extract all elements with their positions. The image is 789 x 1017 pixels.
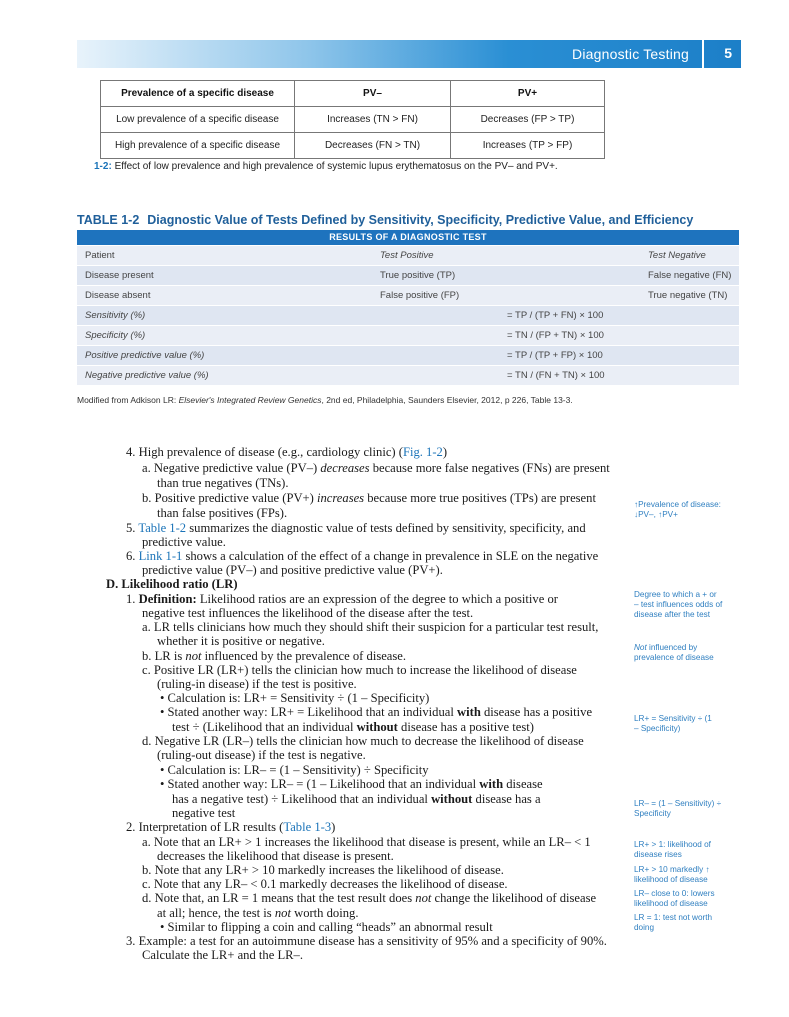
table-row [77,366,739,385]
text: ) [331,820,336,834]
list-item: 3. Example: a test for an autoimmune disease has a sensitivity of 95% and a specificity of 90%. [126,934,607,948]
text: b. LR is [142,649,186,663]
list-item [126,820,335,835]
chapter-header [77,40,741,68]
table-cell: Increases (TP > FP) [451,133,605,159]
text-line: (ruling-in disease) if the test is positive. [157,677,357,691]
text: ) [442,445,448,459]
table-header: PV+ [451,81,605,107]
bullet-item: • Similar to flipping a coin and calling “heads” an abnormal result [160,920,493,934]
table-cell: True negative (TN) [648,290,728,301]
table-cell: Decreases (FN > TN) [295,133,451,159]
table-label: TABLE 1-2 [77,213,140,227]
margin-note-line: – test influences odds of [634,600,723,609]
text: 5. [126,521,139,535]
text: influenced by the prevalence of disease. [201,649,407,663]
table-cell: Specificity (%) [85,330,146,341]
table-row [77,306,739,325]
table-row [77,246,739,265]
table-cell: Low prevalence of a specific disease [101,107,295,133]
bullet-item: • Calculation is: LR+ = Sensitivity ÷ (1 – Specificity) [160,691,430,705]
list-item: c. Note that any LR– < 0.1 markedly decreases the likelihood of disease. [142,877,508,891]
text: 1. [126,592,139,606]
table-cell: Positive predictive value (%) [85,350,205,361]
list-item [142,491,596,506]
text-emphasis: not [185,649,202,663]
figure-label: 1-2: [94,161,112,172]
margin-note [634,590,722,620]
text: because more false negatives (FNs) are present [369,461,610,475]
margin-note-line: LR = 1: test not worth [634,913,713,922]
margin-note-line: Specificity [634,809,671,818]
header-divider [702,40,704,68]
table-cell: Sensitivity (%) [85,310,146,321]
list-item [142,649,406,664]
text-line: than true negatives (TNs). [157,476,289,490]
margin-note-line: doing [634,923,655,932]
source-text: Modified from Adkison LR: [77,395,179,405]
list-item [126,549,598,564]
margin-note-line: Degree to which a + or [634,590,717,599]
text: disease has a [472,792,541,806]
margin-note-line: ↑Prevalence of disease: [634,500,721,509]
text: test ÷ (Likelihood that an individual [172,720,357,734]
table-row [101,133,605,159]
margin-note-line: LR+ > 1: likelihood of [634,840,711,849]
text: • Stated another way: LR– = (1 – Likelihood that an individual [160,777,480,791]
table-band-header: RESULTS OF A DIAGNOSTIC TEST [77,230,739,245]
text-emphasis: decreases [320,461,370,475]
text-line: predictive value. [142,535,226,549]
margin-note-line: ↓PV–, ↑PV+ [634,510,678,519]
margin-note-line: likelihood of disease [634,875,708,884]
figure-caption-text: Effect of low prevalence and high prevalence of systemic lupus erythematosus on the PV– and PV+. [114,161,558,172]
text-line: negative test influences the likelihood of the disease after the test. [142,606,474,620]
margin-note [634,643,714,663]
text-line: than false positives (FPs). [157,506,288,520]
text: d. Note that, an LR = 1 means that the test result does [142,891,416,905]
prevalence-table [100,80,605,159]
text: summarizes the diagnostic value of tests defined by sensitivity, specificity, and [186,521,586,535]
text: b. Positive predictive value (PV+) [142,491,317,505]
table-title [77,213,693,227]
table-cell: Patient [85,250,115,261]
margin-note [634,799,721,819]
figure-caption [94,161,558,172]
term-label: Definition: [138,592,197,606]
margin-note-line: LR– = (1 – Sensitivity) ÷ [634,799,722,808]
figure-link[interactable]: Fig. 1-2 [402,445,443,459]
text-bold: without [431,792,473,806]
table-header: PV– [295,81,451,107]
table-cell: = TP / (TP + FP) × 100 [507,350,603,361]
table-cell: False positive (FP) [380,290,460,301]
text: disease has a positive [480,705,593,719]
table-row [101,107,605,133]
table-row [77,326,739,345]
list-item: a. Note that an LR+ > 1 increases the likelihood that disease is present, while an LR– < 1 [142,835,591,849]
text-emphasis: not [274,906,291,920]
text-line [172,720,534,735]
table-title-text: Diagnostic Value of Tests Defined by Sensitivity, Specificity, Predictive Value, and Efficiency [147,213,694,227]
table-cell: = TN / (FP + TN) × 100 [507,330,604,341]
list-item: b. Note that any LR+ > 10 markedly increases the likelihood of disease. [142,863,504,877]
table-link[interactable]: Table 1-2 [138,521,187,535]
bullet-item: • Calculation is: LR– = (1 – Sensitivity) ÷ Specificity [160,763,429,777]
table-header-row [101,81,605,107]
list-item [126,592,558,607]
text: 4. High prevalence of disease (e.g., cardiology clinic) ( [126,445,403,459]
text-line [172,792,541,807]
text-line: Calculate the LR+ and the LR–. [142,948,303,962]
margin-note [634,500,721,520]
text-bold: without [356,720,398,734]
table-cell: Disease present [85,270,154,281]
list-item: d. Negative LR (LR–) tells the clinician how much to decrease the likelihood of disease [142,734,584,748]
text: influenced by [646,643,698,652]
page-number: 5 [724,45,732,61]
table-cell: Negative predictive value (%) [85,370,209,381]
list-item [142,891,596,906]
margin-note-line: LR– close to 0: lowers [634,889,715,898]
text: 2. Interpretation of LR results ( [126,820,284,834]
table-row [77,266,739,285]
margin-note-line: prevalence of disease [634,653,714,662]
text-line: negative test [172,806,236,820]
table-cell: False negative (FN) [648,270,732,281]
section-heading: D. Likelihood ratio (LR) [106,577,238,591]
bullet-item [160,777,543,792]
margin-note [634,840,711,860]
table-cell: Test Negative [648,250,706,261]
text-line: (ruling-out disease) if the test is negative. [157,748,366,762]
chapter-title: Diagnostic Testing [572,46,689,62]
bullet-item [160,705,592,720]
list-item [142,461,610,476]
list-item [126,445,447,460]
text: a. Negative predictive value (PV–) [142,461,321,475]
margin-note-line: LR+ > 10 markedly ↑ [634,865,710,874]
table-row [77,346,739,365]
margin-note-line: disease after the test [634,610,711,619]
margin-note [634,714,712,734]
margin-note [634,889,715,909]
table-cell: Increases (TN > FN) [295,107,451,133]
text-line: predictive value (PV–) and positive predictive value (PV+). [142,563,443,577]
table-cell: True positive (TP) [380,270,456,281]
table-source-note [77,395,573,405]
table-cell: Decreases (FP > TP) [451,107,605,133]
text: 6. [126,549,139,563]
margin-note-line: LR+ = Sensitivity ÷ (1 [634,714,712,723]
text: because more true positives (TPs) are present [364,491,596,505]
text: disease [503,777,543,791]
link-1-1[interactable]: Link 1-1 [138,549,183,563]
table-header: Prevalence of a specific disease [101,81,295,107]
table-cell: = TP / (TP + FN) × 100 [507,310,604,321]
table-row [77,286,739,305]
text: change the likelihood of disease [431,891,597,905]
table-cell: Disease absent [85,290,151,301]
text-line: decreases the likelihood that disease is present. [157,849,394,863]
table-cell: Test Positive [380,250,434,261]
text: worth doing. [290,906,359,920]
text-bold: with [479,777,504,791]
list-item [126,521,586,536]
margin-note-line: disease rises [634,850,682,859]
text-emphasis: Not [634,643,647,652]
margin-note [634,865,710,885]
table-cell: = TN / (FN + TN) × 100 [507,370,605,381]
text-emphasis: increases [316,491,365,505]
text: • Stated another way: LR+ = Likelihood that an individual [160,705,458,719]
text-emphasis: not [415,891,432,905]
list-item: a. LR tells clinicians how much they should shift their suspicion for a particular test result, [142,620,599,634]
table-cell: High prevalence of a specific disease [101,133,295,159]
margin-note [634,913,712,933]
text-line [157,906,358,921]
text: disease has a positive test) [397,720,534,734]
text-line: whether it is positive or negative. [157,634,325,648]
margin-note-line [634,643,714,653]
table-link[interactable]: Table 1-3 [283,820,332,834]
text-bold: with [457,705,481,719]
margin-note-line: – Specificity) [634,724,681,733]
list-item: c. Positive LR (LR+) tells the clinician how much to increase the likelihood of disease [142,663,577,677]
text: at all; hence, the test is [157,906,275,920]
text: Likelihood ratios are an expression of the degree to which a positive or [196,592,558,606]
margin-note-line: likelihood of disease [634,899,708,908]
text: has a negative test) ÷ Likelihood that an individual [172,792,432,806]
text: shows a calculation of the effect of a change in prevalence in SLE on the negative [182,549,599,563]
source-book-title: Elsevier's Integrated Review Genetics [178,395,322,405]
source-text: , 2nd ed, Philadelphia, Saunders Elsevier, 2012, p 226, Table 13-3. [321,395,573,405]
